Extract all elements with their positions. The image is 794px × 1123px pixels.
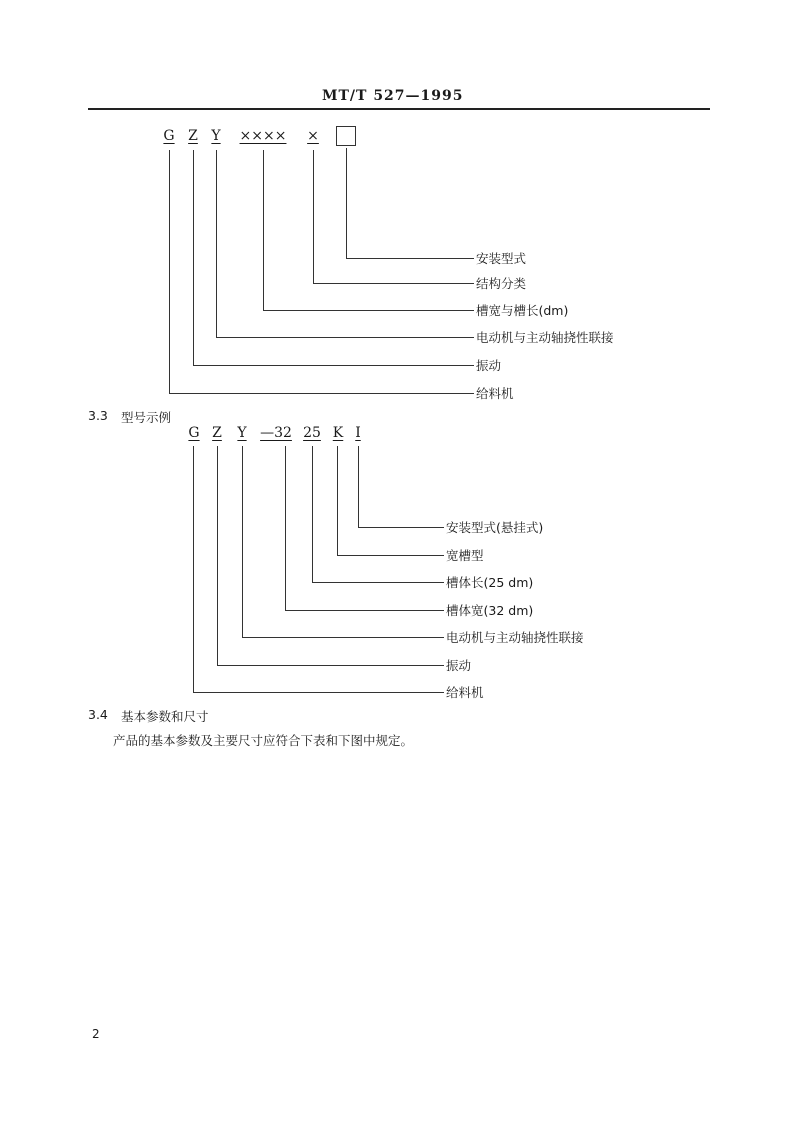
leader-line-h [285, 610, 444, 611]
section-3-4-number: 3.4 [88, 707, 108, 722]
leader-line-v [216, 150, 217, 337]
section-3-4-body: 产品的基本参数及主要尺寸应符合下表和下图中规定。 [113, 733, 414, 748]
leader-line-h [263, 310, 474, 311]
code-letter-z: Z [188, 128, 198, 144]
leader-line-h [216, 337, 474, 338]
label-feeder: 给料机 [476, 386, 514, 401]
label-trough-width: 槽体宽(32 dm) [446, 603, 534, 618]
leader-line-h [337, 555, 444, 556]
label-flexible-coupling: 电动机与主动轴挠性联接 [476, 330, 614, 345]
leader-line-h [358, 527, 444, 528]
page-number: 2 [92, 1027, 100, 1041]
leader-line-h [193, 692, 444, 693]
leader-line-v [346, 148, 347, 258]
label-trough-size: 槽宽与槽长(dm) [476, 303, 569, 318]
leader-line-v [263, 150, 264, 310]
leader-line-v [169, 150, 170, 393]
leader-line-v [193, 446, 194, 692]
mounting-type-box [336, 126, 356, 146]
leader-line-h [193, 365, 474, 366]
leader-line-v [313, 150, 314, 283]
label-feeder: 给料机 [446, 685, 484, 700]
leader-line-v [242, 446, 243, 637]
leader-line-v [193, 150, 194, 365]
leader-line-v [285, 446, 286, 610]
example-width: —32 [260, 425, 292, 441]
example-letter-k: K [332, 425, 344, 441]
code-letter-g: G [163, 128, 175, 144]
code-letter-y: Y [211, 128, 221, 144]
label-vibrating: 振动 [476, 358, 502, 373]
section-3-3-title: 型号示例 [121, 410, 172, 425]
header-rule [88, 108, 710, 110]
label-trough-length: 槽体长(25 dm) [446, 575, 534, 590]
leader-line-h [313, 283, 474, 284]
leader-line-v [312, 446, 313, 582]
example-letter-z: Z [212, 425, 222, 441]
leader-line-h [242, 637, 444, 638]
leader-line-h [312, 582, 444, 583]
example-letter-y: Y [237, 425, 247, 441]
label-vibrating: 振动 [446, 658, 472, 673]
leader-line-v [358, 446, 359, 527]
leader-line-h [346, 258, 474, 259]
label-mounting-type: 安装型式 [476, 251, 527, 266]
label-flexible-coupling: 电动机与主动轴挠性联接 [446, 630, 584, 645]
label-wide-trough: 宽槽型 [446, 548, 484, 563]
leader-line-h [217, 665, 444, 666]
page-header-standard: MT/T 527—1995 [322, 88, 464, 104]
leader-line-h [169, 393, 474, 394]
code-structure-placeholder: × [307, 128, 319, 144]
code-size-placeholder: ×××× [239, 128, 287, 144]
example-letter-i: I [355, 425, 361, 441]
label-structure-class: 结构分类 [476, 276, 527, 291]
example-length: 25 [303, 425, 321, 441]
section-3-3-number: 3.3 [88, 408, 108, 423]
label-mounting-suspended: 安装型式(悬挂式) [446, 520, 544, 535]
leader-line-v [337, 446, 338, 555]
leader-line-v [217, 446, 218, 665]
section-3-4-title: 基本参数和尺寸 [121, 709, 209, 724]
example-letter-g: G [188, 425, 200, 441]
